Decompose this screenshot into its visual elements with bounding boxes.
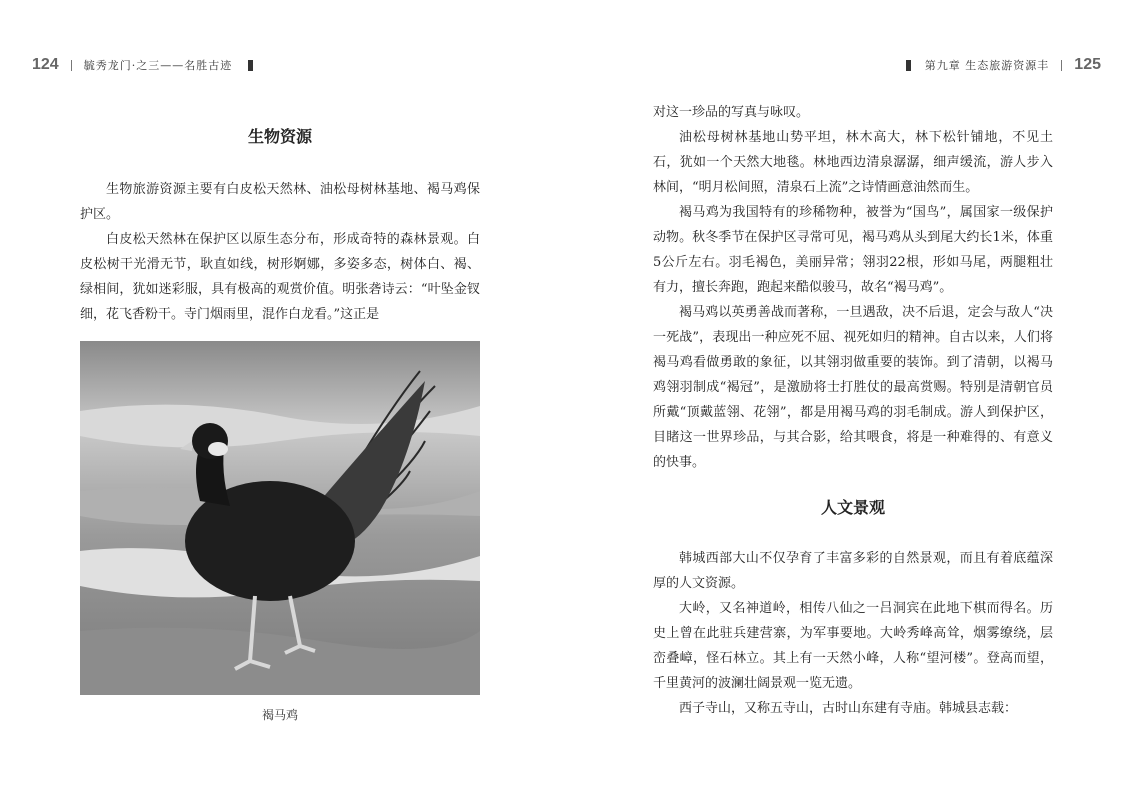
header-marker [248,60,253,71]
paragraph: 西子寺山，又称五寺山，古时山东建有寺庙。韩城县志载： [679,701,1018,716]
header-divider [1061,60,1062,71]
photo-caption: 褐马鸡 [261,708,298,722]
header-title-left: 毓秀龙门·之三——名胜古迹 [83,59,233,72]
header-title-right: 第九章 生态旅游资源丰 [924,59,1050,72]
paragraph: 白皮松天然林在保护区以原生态分布，形成奇特的森林景观。白皮松树干光滑无节，耿直如线，树形婀娜，多姿多态，树体白、褐、绿相间，犹如迷彩服，具有极高的观赏价值。明张砻诗云：“叶坠金钗细，花飞香粉干。寺门烟雨里，混作白龙看。”这正是 [80,232,480,322]
paragraph: 褐马鸡为我国特有的珍稀物种，被誉为“国鸟”，属国家一级保护动物。秋冬季节在保护区寻常可见，褐马鸡从头到尾大约长1米，体重5公斤左右。羽毛褐色，美丽异常；翎羽22根，形如马尾，两腿粗壮有力，擅长奔跑，跑起来酷似骏马，故名“褐马鸡”。 [653,205,1053,295]
paragraph: 对这一珍品的写真与咏叹。 [653,105,810,120]
paragraph: 大岭，又名神道岭，相传八仙之一吕洞宾在此地下棋而得名。历史上曾在此驻兵建营寨，为军事要地。大岭秀峰高耸，烟雾缭绕，层峦叠嶂，怪石林立。其上有一天然小峰，人称“望河楼”。登高而望，千里黄河的波澜壮阔景观一览无遗。 [653,601,1053,691]
left-page-body [80,120,480,327]
paragraph: 油松母树林基地山势平坦，林木高大，林下松针铺地，不见土石，犹如一个天然大地毯。林地西边清泉潺潺，细声缓流，游人步入林间，“明月松间照，清泉石上流”之诗情画意油然而生。 [653,130,1053,195]
section-heading: 生物资源 [247,127,312,146]
section-heading: 人文景观 [820,498,885,517]
right-page-body [653,100,1053,721]
header-divider [71,60,72,71]
running-header-right [906,54,1101,76]
running-header-left [32,54,253,76]
page-number-right: 125 [1074,56,1101,73]
header-marker [906,60,911,71]
pheasant-photo [80,341,480,695]
paragraph: 褐马鸡以英勇善战而著称，一旦遇敌，决不后退，定会与敌人“决一死战”，表现出一种应死不屈、视死如归的精神。自古以来，人们将褐马鸡看做勇敢的象征，以其翎羽做重要的装饰。到了清朝，以褐马鸡翎羽制成“褐冠”，是激励将士打胜仗的最高赏赐。特别是清朝官员所戴“顶戴蓝翎、花翎”，都是用褐马鸡的羽毛制成。游人到保护区，目睹这一世界珍品，与其合影，给其喂食，将是一种难得的、有意义的快事。 [653,305,1053,470]
paragraph: 生物旅游资源主要有白皮松天然林、油松母树林基地、褐马鸡保护区。 [80,182,480,222]
paragraph: 韩城西部大山不仅孕育了丰富多彩的自然景观，而且有着底蕴深厚的人文资源。 [653,551,1053,591]
page-number-left: 124 [32,56,59,73]
